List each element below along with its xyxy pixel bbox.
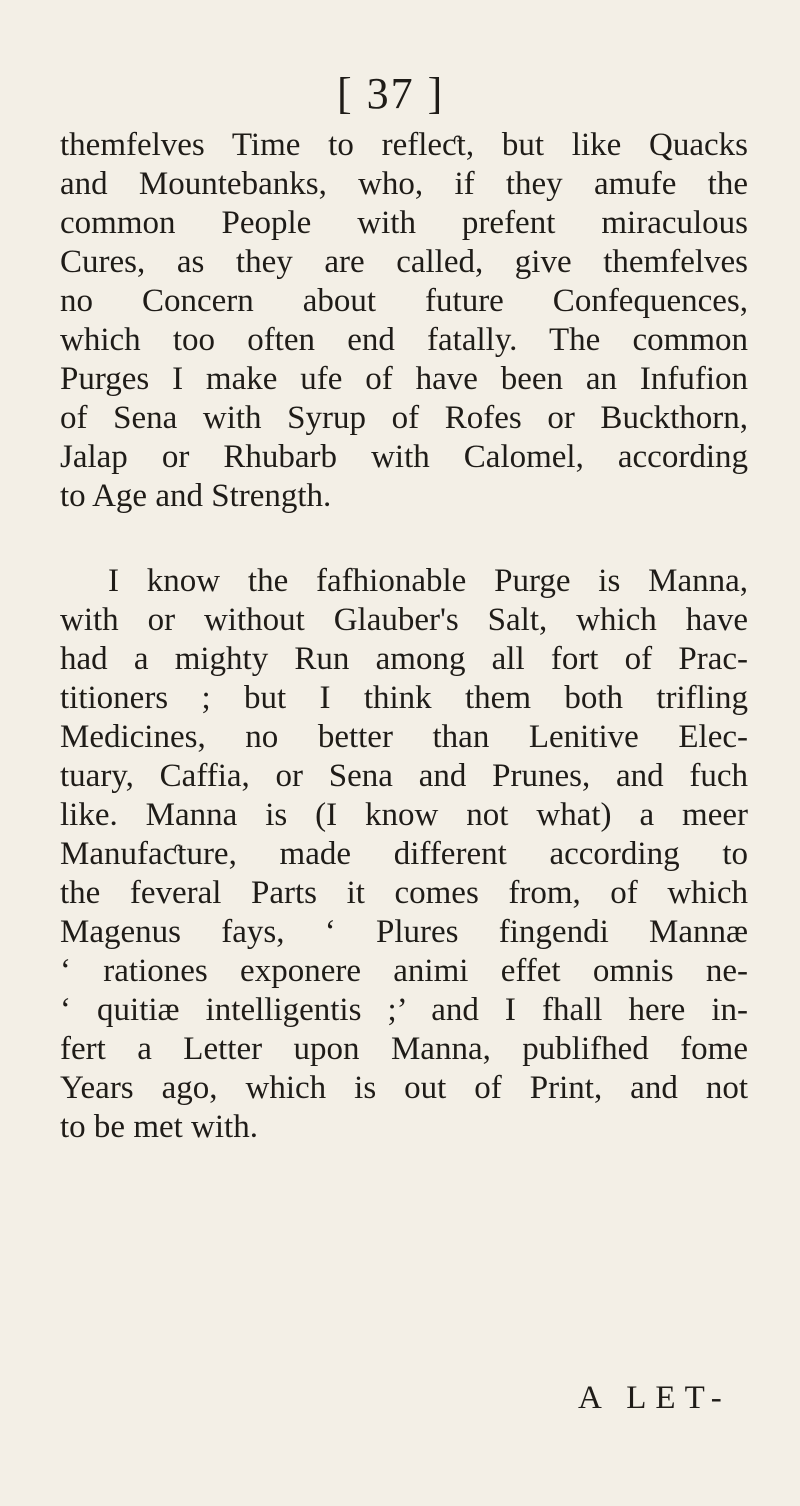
text-line: like. Manna is (I know not what) a meer: [60, 797, 748, 833]
text-line: and Mountebanks, who, if they amufe the: [60, 166, 748, 202]
text-line: with or without Glauber's Salt, which have: [60, 602, 748, 638]
text-line: ‘ rationes exponere animi effet omnis ne-: [60, 953, 748, 989]
text-line: to be met with.: [60, 1109, 258, 1145]
text-line: Manufaƈture, made different according to: [60, 836, 748, 872]
text-line: no Concern about future Confequences,: [60, 283, 748, 319]
text-line: of Sena with Syrup of Rofes or Buckthorn,: [60, 400, 748, 436]
catchword: A LET-: [578, 1380, 731, 1416]
text-line: titioners ; but I think them both trifling: [60, 680, 748, 716]
paragraph-1: [60, 126, 748, 516]
text-line: tuary, Caffia, or Sena and Prunes, and fuch: [60, 758, 748, 794]
text-line: Cures, as they are called, give themfelves: [60, 244, 748, 280]
text-line: Medicines, no better than Lenitive Elec-: [60, 719, 748, 755]
text-line: Magenus fays, ‘ Plures fingendi Mannæ: [60, 914, 748, 950]
text-line: Purges I make ufe of have been an Infufion: [60, 361, 748, 397]
text-line: to Age and Strength.: [60, 478, 332, 514]
paragraph-2: [60, 562, 748, 1147]
text-line: fert a Letter upon Manna, publifhed fome: [60, 1031, 748, 1067]
text-line: common People with prefent miraculous: [60, 205, 748, 241]
text-line: I know the fafhionable Purge is Manna,: [108, 563, 748, 599]
text-line: had a mighty Run among all fort of Prac-: [60, 641, 748, 677]
text-line: themfelves Time to refleƈt, but like Quacks: [60, 127, 748, 163]
text-line: the feveral Parts it comes from, of which: [60, 875, 748, 911]
page-number: [ 37 ]: [337, 69, 445, 118]
text-line: ‘ quitiæ intelligentis ;’ and I fhall here in-: [60, 992, 748, 1028]
text-line: which too often end fatally. The common: [60, 322, 748, 358]
text-line: Jalap or Rhubarb with Calomel, according: [60, 439, 748, 475]
text-line: Years ago, which is out of Print, and not: [60, 1070, 748, 1106]
